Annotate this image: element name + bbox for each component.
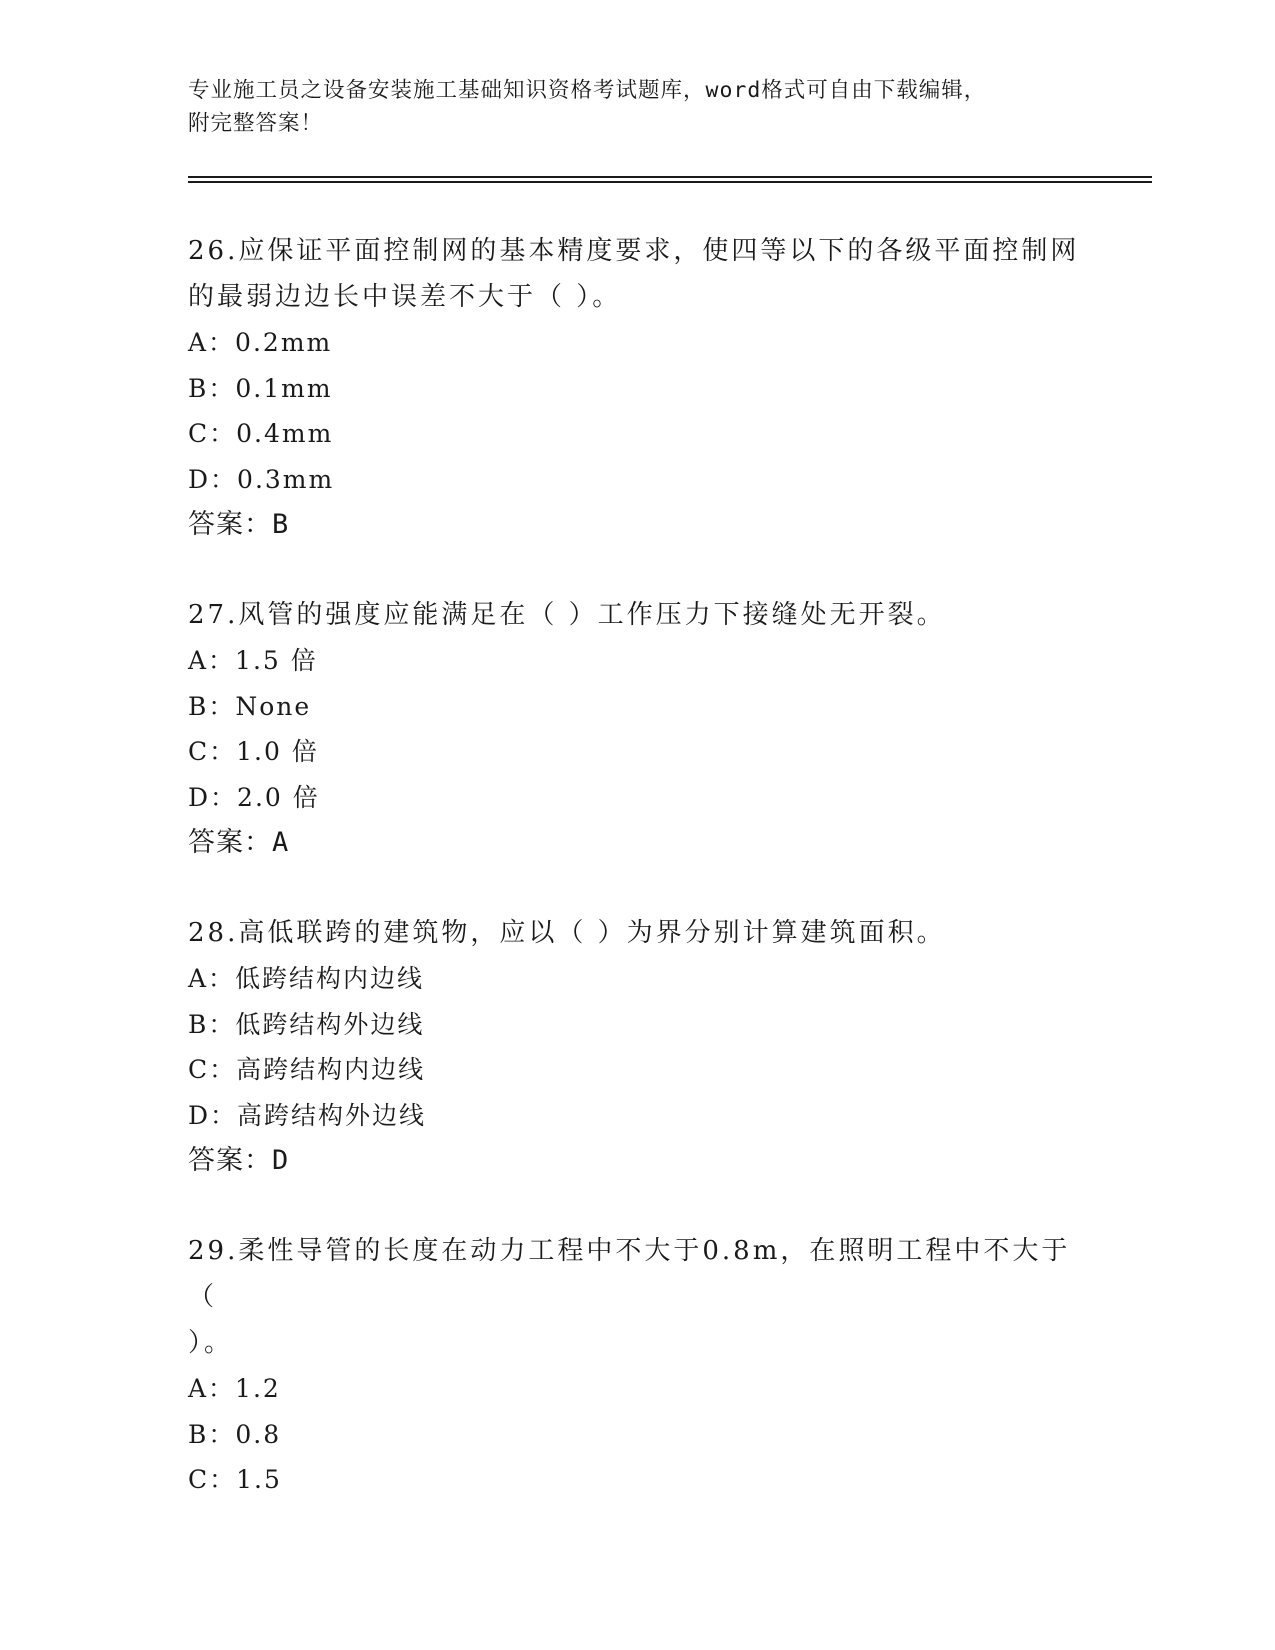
question-stem-line: 29.柔性导管的长度在动力工程中不大于0.8m，在照明工程中不大于（ xyxy=(188,1236,1071,1312)
header-line-1: 专业施工员之设备安装施工基础知识资格考试题库，word格式可自由下载编辑， xyxy=(188,78,987,103)
answer-line: 答案：A xyxy=(188,827,290,858)
option-d: D：0.3mm xyxy=(188,464,335,494)
question-stem-line: 26.应保证平面控制网的基本精度要求，使四等以下的各级平面控制网 xyxy=(188,236,1080,266)
option-a: A：1.2 xyxy=(188,1374,281,1403)
option-c: C：1.0 倍 xyxy=(188,737,319,766)
option-a: A：1.5 倍 xyxy=(188,646,318,675)
option-b: B：None xyxy=(188,691,312,721)
option-a: A：0.2mm xyxy=(188,328,333,357)
question-27 xyxy=(188,592,1088,866)
option-c: C：1.5 xyxy=(188,1465,282,1494)
option-d: D：高跨结构外边线 xyxy=(188,1100,427,1130)
question-stem-line: 的最弱边边长中误差不大于（ ）。 xyxy=(188,282,622,312)
question-28 xyxy=(188,910,1088,1184)
option-b: B：0.1mm xyxy=(188,373,333,403)
answer-line: 答案：B xyxy=(188,509,290,540)
question-stem-line: ）。 xyxy=(188,1328,234,1358)
question-29 xyxy=(188,1228,1088,1503)
option-b: B：低跨结构外边线 xyxy=(188,1009,425,1039)
option-c: C：0.4mm xyxy=(188,419,334,448)
question-stem-line: 27.风管的强度应能满足在（ ）工作压力下接缝处无开裂。 xyxy=(188,600,946,630)
option-a: A：低跨结构内边线 xyxy=(188,964,425,993)
option-b: B：0.8 xyxy=(188,1419,282,1449)
answer-line: 答案：D xyxy=(188,1145,290,1176)
question-26 xyxy=(188,228,1088,548)
header-divider-top xyxy=(188,176,1152,178)
document-header xyxy=(188,74,1088,140)
question-stem-line: 28.高低联跨的建筑物，应以（ ）为界分别计算建筑面积。 xyxy=(188,918,946,948)
header-divider-bottom xyxy=(188,181,1152,183)
option-c: C：高跨结构内边线 xyxy=(188,1055,426,1084)
header-line-2: 附完整答案！ xyxy=(188,111,324,136)
option-d: D：2.0 倍 xyxy=(188,782,320,812)
